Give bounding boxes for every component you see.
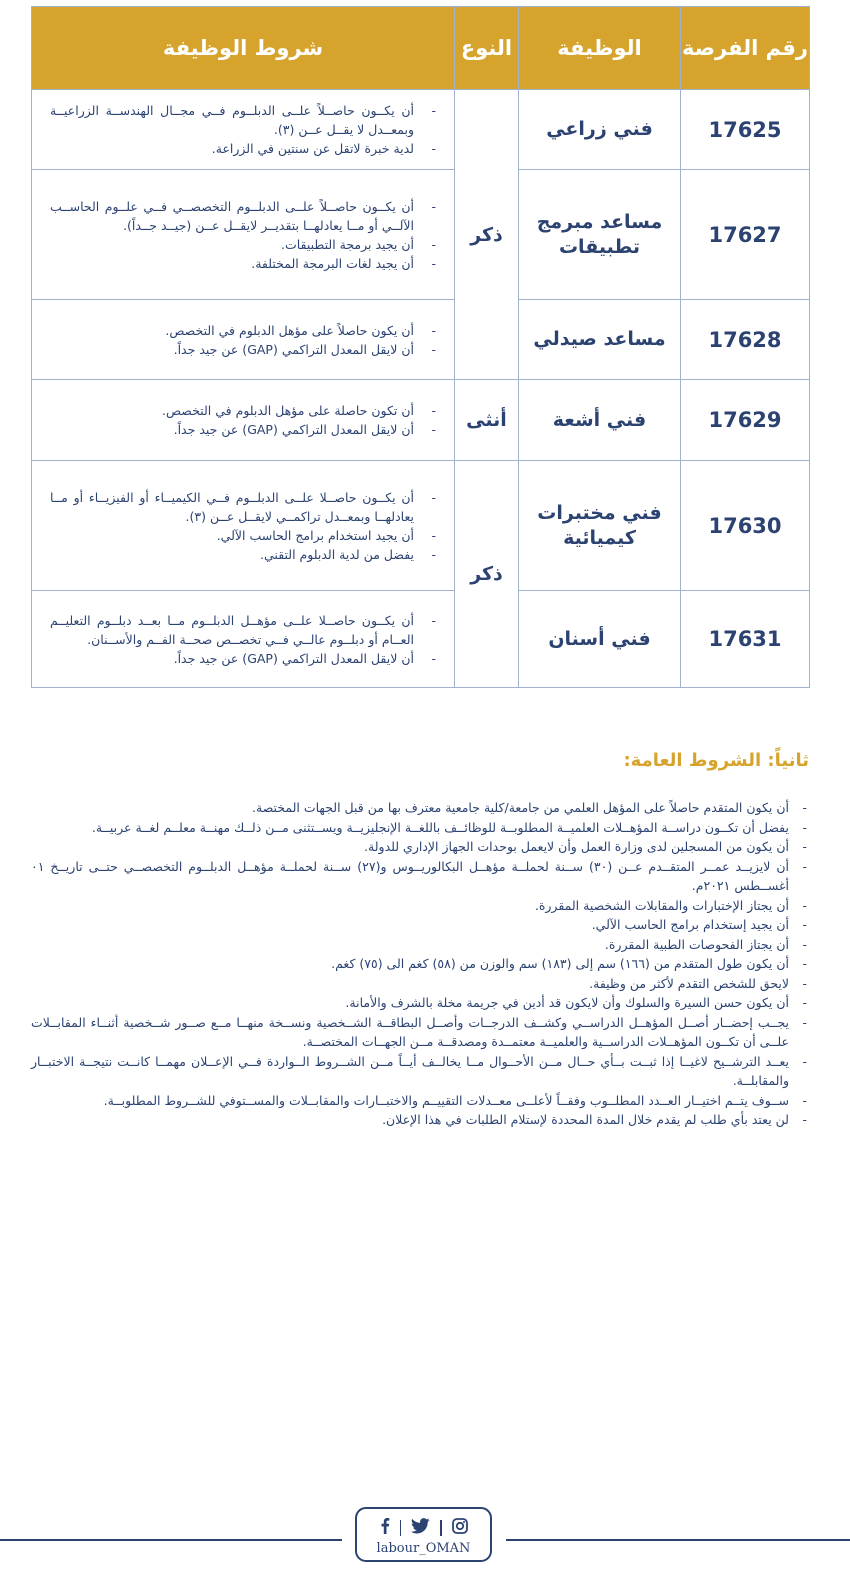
job-conditions bbox=[32, 300, 455, 380]
condition-item: - أن لايقل المعدل التراكمي (GAP) عن جيد جداً. bbox=[50, 649, 444, 668]
job-conditions bbox=[32, 461, 455, 591]
table-row bbox=[32, 170, 810, 300]
general-condition-item: - أن لايزيــد عمــر المتقــدم عــن (٣٠) ســنة لحملــة مؤهــل البكالوريــوس و(٢٧) ســنة لحملــة مؤهــل الدبلــوم التخصصــي حتــى تاريــخ ٠١ أغســطس ٢٠٢١م. bbox=[31, 857, 809, 896]
job-number: 17631 bbox=[681, 591, 810, 688]
header-job: الوظيفة bbox=[519, 7, 681, 90]
job-number: 17625 bbox=[681, 90, 810, 170]
table-row bbox=[32, 591, 810, 688]
condition-item: - يفضل من لدية الدبلوم التقني. bbox=[50, 545, 444, 564]
facebook-icon[interactable] bbox=[380, 1517, 390, 1538]
job-title: فني أسنان bbox=[519, 591, 681, 688]
table-row bbox=[32, 300, 810, 380]
general-condition-item: - يعــد الترشــيح لاغيــا إذا ثبــت بــأي حــال مــن الأحــوال مــا يخالــف أيــاً مــن الشــروط الــواردة فــي الإعــلان مهمــا كانــت نتيجــة الاختبــار والمقابلــة. bbox=[31, 1052, 809, 1091]
table-row bbox=[32, 90, 810, 170]
general-condition-item: - لايحق للشخص التقدم لأكثر من وظيفة. bbox=[31, 974, 809, 994]
icon-separator bbox=[400, 1520, 402, 1536]
condition-item: - أن تكون حاصلة على مؤهل الدبلوم في التخصص. bbox=[50, 401, 444, 420]
job-title: فني أشعة bbox=[519, 380, 681, 461]
social-icons bbox=[357, 1517, 490, 1538]
general-condition-item: - أن يجيد إستخدام برامج الحاسب الآلي. bbox=[31, 915, 809, 935]
general-conditions-list bbox=[31, 798, 809, 1130]
general-condition-item: - أن يكون حسن السيرة والسلوك وأن لايكون قد أدين في جريمة مخلة بالشرف والأمانة. bbox=[31, 993, 809, 1013]
job-title: فني زراعي bbox=[519, 90, 681, 170]
condition-item: - أن يجيد برمجة التطبيقات. bbox=[50, 235, 444, 254]
general-condition-item: - أن يكون من المسجلين لدى وزارة العمل وأن لايعمل بوحدات الجهاز الإداري للدولة. bbox=[31, 837, 809, 857]
job-conditions bbox=[32, 90, 455, 170]
job-conditions bbox=[32, 380, 455, 461]
gender-cell: ذكر bbox=[455, 90, 519, 380]
job-number: 17627 bbox=[681, 170, 810, 300]
header-number: رقم الفرصة bbox=[681, 7, 810, 90]
general-conditions-title: ثانياً: الشروط العامة: bbox=[623, 750, 809, 771]
general-condition-item: - أن يجتاز الفحوصات الطبية المقررة. bbox=[31, 935, 809, 955]
general-condition-item: - أن يجتاز الإختبارات والمقابلات الشخصية المقررة. bbox=[31, 896, 809, 916]
job-conditions bbox=[32, 170, 455, 300]
gender-cell: ذكر bbox=[455, 461, 519, 688]
job-conditions bbox=[32, 591, 455, 688]
icon-separator bbox=[440, 1520, 442, 1536]
general-condition-item: - ســوف يتــم اختيــار العــدد المطلــوب وفقــاً لأعلــى معــدلات التقييــم والاختبــارات والمقابــلات والمســتوفي للشــروط المطلوبــة. bbox=[31, 1091, 809, 1111]
footer-divider-right bbox=[506, 1539, 850, 1541]
condition-item: - أن يجيد استخدام برامج الحاسب الآلي. bbox=[50, 526, 444, 545]
social-badge bbox=[355, 1507, 492, 1562]
general-condition-item: - لن يعتد بأي طلب لم يقدم خلال المدة المحددة لإستلام الطلبات في هذا الإعلان. bbox=[31, 1110, 809, 1130]
general-condition-item: - يجــب إحضــار أصــل المؤهــل الدراســي وكشــف الدرجــات وأصــل البطاقــة الشــخصية ونســخة منهــا مــع صــور شــخصية أثنــاء المقابــلات علــى أن تكــون المؤهــلات الدراســية والعلميــة معتمــدة ومصدقــة مــن الجهــات المختصــة. bbox=[31, 1013, 809, 1052]
condition-item: - لدية خبرة لاتقل عن سنتين في الزراعة. bbox=[50, 139, 444, 158]
table-header-row bbox=[32, 7, 810, 90]
header-conditions: شروط الوظيفة bbox=[32, 7, 455, 90]
condition-item: - أن يكــون حاصــلا علــى مؤهــل الدبلــوم مــا بعــد دبلــوم التعليــم العــام أو دبلــوم عالــي فــي تخصــص صحــة الفــم والأســنان. bbox=[50, 611, 444, 649]
job-title: مساعد صيدلي bbox=[519, 300, 681, 380]
condition-item: - أن يكون حاصلاً على مؤهل الدبلوم في التخصص. bbox=[50, 321, 444, 340]
condition-item: - أن لايقل المعدل التراكمي (GAP) عن جيد جداً. bbox=[50, 420, 444, 439]
general-condition-item: - أن يكون طول المتقدم من (١٦٦) سم إلى (١٨٣) سم والوزن من (٥٨) كغم الى (٧٥) كغم. bbox=[31, 954, 809, 974]
instagram-icon[interactable] bbox=[452, 1518, 468, 1538]
condition-item: - أن لايقل المعدل التراكمي (GAP) عن جيد جداً. bbox=[50, 340, 444, 359]
table-row bbox=[32, 461, 810, 591]
condition-item: - أن يجيد لغات البرمجة المختلفة. bbox=[50, 254, 444, 273]
table-row bbox=[32, 380, 810, 461]
job-title: فني مختبرات كيميائية bbox=[519, 461, 681, 591]
job-number: 17628 bbox=[681, 300, 810, 380]
job-number: 17630 bbox=[681, 461, 810, 591]
header-gender: النوع bbox=[455, 7, 519, 90]
footer-divider-left bbox=[0, 1539, 342, 1541]
twitter-icon[interactable] bbox=[411, 1518, 430, 1538]
jobs-table bbox=[31, 6, 810, 688]
gender-cell: أنثى bbox=[455, 380, 519, 461]
job-number: 17629 bbox=[681, 380, 810, 461]
job-title: مساعد مبرمج تطبيقات bbox=[519, 170, 681, 300]
general-condition-item: - أن يكون المتقدم حاصلاً على المؤهل العلمي من جامعة/كلية جامعية معترف بها من قبل الجهات المختصة. bbox=[31, 798, 809, 818]
condition-item: - أن يكــون حاصــلاً علــى الدبلــوم فــي مجــال الهندســة الزراعيــة وبمعــدل لا يقــل عــن (٣). bbox=[50, 101, 444, 139]
condition-item: - أن يكــون حاصــلاً علــى الدبلــوم التخصصــي فــي علــوم الحاســب الآلــي أو مــا يعادلهــا بتقديــر لايقــل عــن (جيــد جــداً). bbox=[50, 197, 444, 235]
social-handle[interactable]: labour_OMAN bbox=[376, 1541, 471, 1556]
general-condition-item: - يفضل أن تكــون دراســة المؤهــلات العلميــة المطلوبــة للوظائــف باللغــة الإنجليزيــة ويســتثنى مــن ذلــك مهنــة معلــم لغــة عربيــة. bbox=[31, 818, 809, 838]
condition-item: - أن يكــون حاصــلا علــى الدبلــوم فــي الكيميــاء أو الفيزيــاء أو مــا يعادلهــا وبمعــدل تراكمــي لايقــل عــن (٣). bbox=[50, 488, 444, 526]
